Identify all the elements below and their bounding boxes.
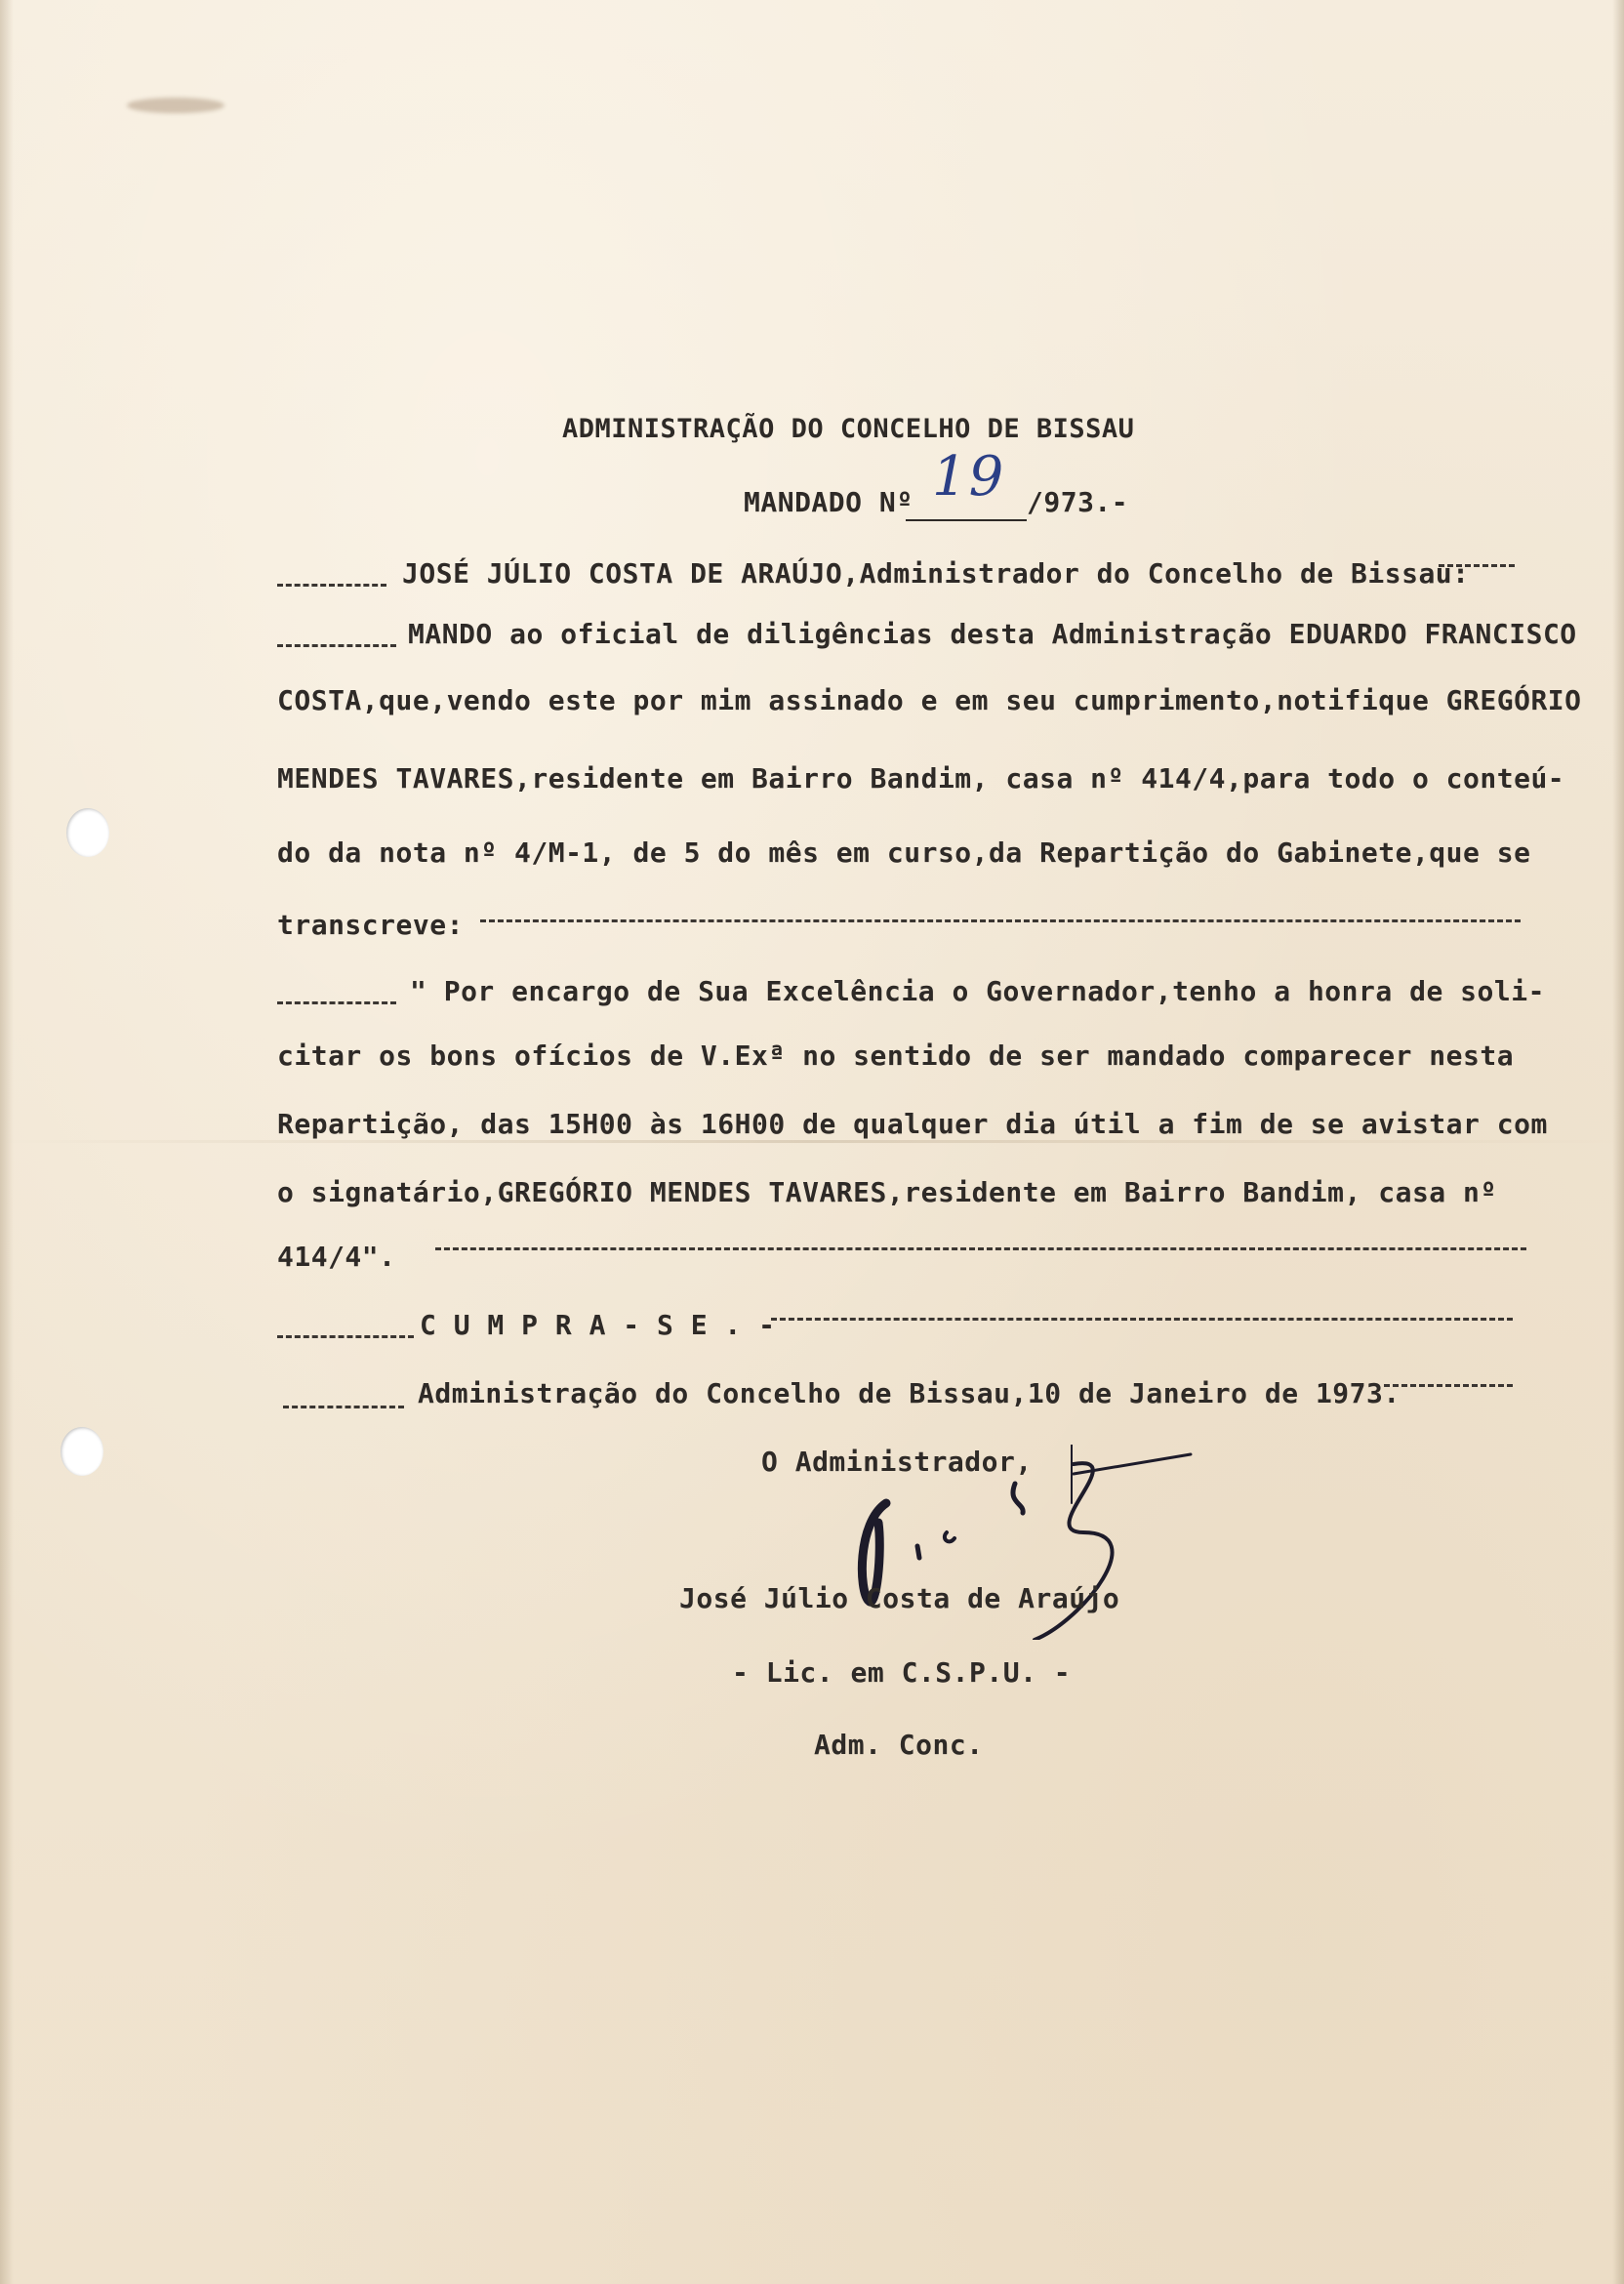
dash-filler — [283, 1406, 404, 1408]
mandado-number-field — [932, 445, 1020, 524]
date-line: Administração do Concelho de Bissau,10 de Janeiro de 1973. — [418, 1377, 1401, 1409]
dash-filler — [277, 1001, 396, 1004]
cumpra-se: C U M P R A - S E . - — [420, 1309, 776, 1341]
body-line-1: JOSÉ JÚLIO COSTA DE ARAÚJO,Administrador do Concelho de Bissau: — [402, 557, 1470, 590]
body-line-4: MENDES TAVARES,residente em Bairro Bandim, casa nº 414/4,para todo o conteú- — [277, 762, 1565, 795]
signatory-degree: - Lic. em C.S.P.U. - — [732, 1656, 1072, 1689]
dash-filler — [277, 644, 396, 647]
signatory-role: Adm. Conc. — [814, 1729, 984, 1761]
dash-filler — [277, 584, 386, 587]
punch-hole-bottom — [61, 1427, 103, 1476]
closing: O Administrador, — [761, 1446, 1033, 1478]
dash-filler — [771, 1318, 1513, 1321]
quote-line-4: o signatário,GREGÓRIO MENDES TAVARES,residente em Bairro Bandim, casa nº — [277, 1176, 1497, 1208]
mandado-number: 19 — [932, 445, 1006, 509]
dash-filler — [1439, 564, 1515, 567]
body-line-2: MANDO ao oficial de diligências desta Administração EDUARDO FRANCISCO — [408, 618, 1577, 650]
body-line-6: transcreve: — [277, 909, 464, 941]
dash-filler — [1384, 1384, 1513, 1387]
paper-stain — [127, 98, 224, 113]
punch-hole-top — [66, 808, 109, 857]
body-line-5: do da nota nº 4/M-1, de 5 do mês em curso,da Repartição do Gabinete,que se — [277, 836, 1531, 869]
mandado-suffix: /973.- — [1027, 486, 1129, 518]
quote-line-2: citar os bons ofícios de V.Exª no sentido de ser mandado comparecer nesta — [277, 1040, 1515, 1072]
quote-line-1: " Por encargo de Sua Excelência o Governador,tenho a honra de soli- — [410, 975, 1545, 1007]
dash-filler — [277, 1335, 414, 1338]
signatory-name: José Júlio Costa de Araújo — [679, 1582, 1120, 1614]
mandado-prefix: MANDADO Nº — [744, 486, 914, 518]
document-header: ADMINISTRAÇÃO DO CONCELHO DE BISSAU — [562, 414, 1135, 444]
body-line-3: COSTA,que,vendo este por mim assinado e em seu cumprimento,notifique GREGÓRIO — [277, 684, 1582, 716]
quote-line-3: Repartição, das 15H00 às 16H00 de qualquer dia útil a fim de se avistar com — [277, 1108, 1548, 1140]
quote-line-5: 414/4". — [277, 1241, 396, 1273]
dash-filler — [480, 919, 1521, 922]
dash-filler — [435, 1247, 1526, 1250]
